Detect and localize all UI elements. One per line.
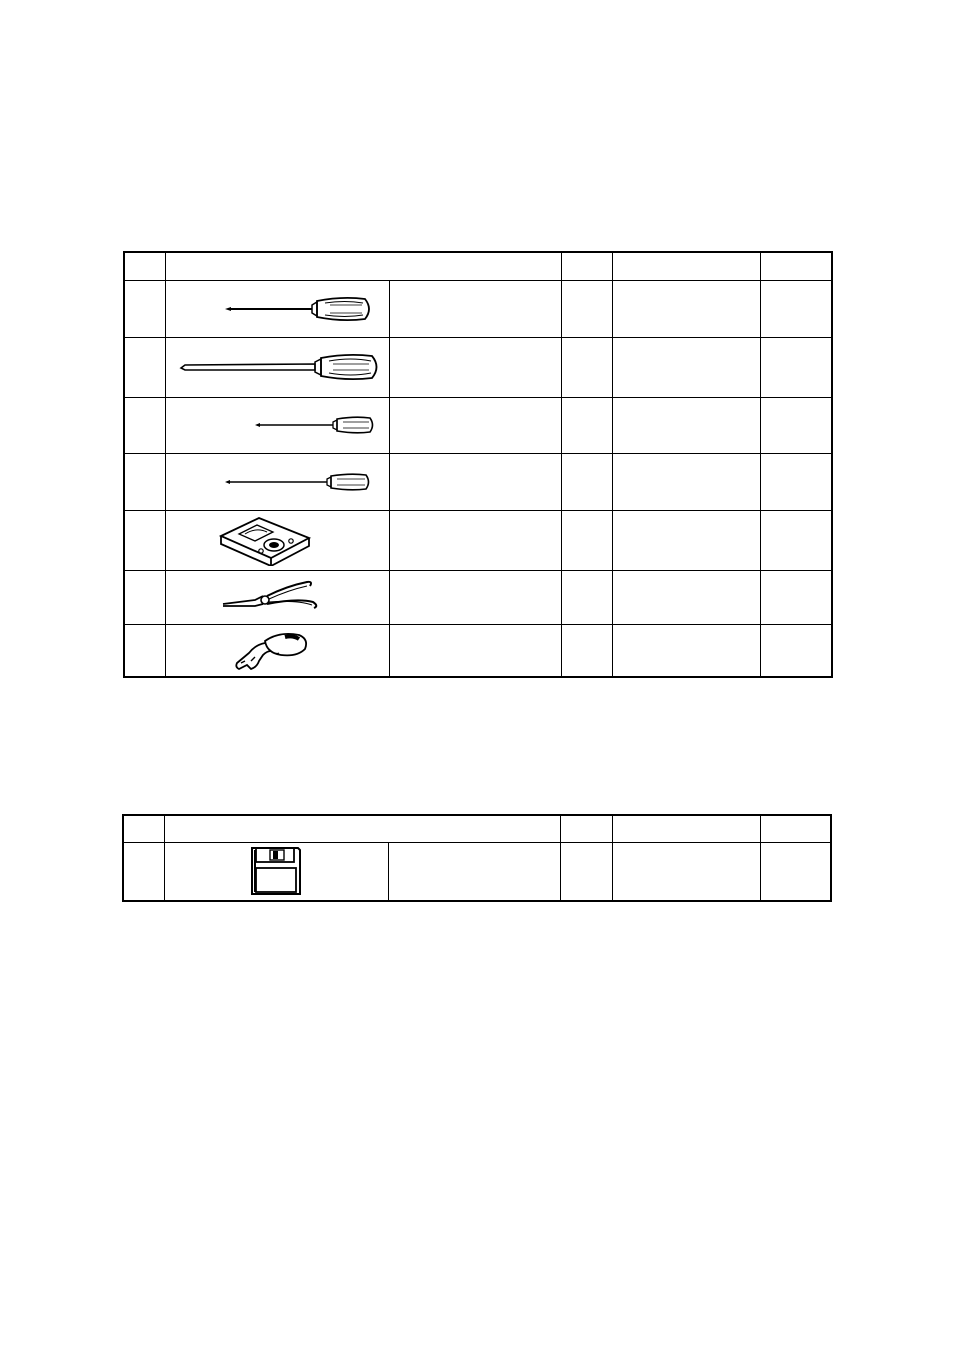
phillips-screwdriver-icon — [167, 289, 387, 329]
row-qty — [560, 842, 612, 901]
needle-nose-pliers-icon — [167, 574, 387, 620]
row-remarks — [760, 624, 832, 677]
table-row — [124, 570, 832, 624]
row-name — [389, 510, 561, 570]
table-header-row — [124, 252, 832, 280]
header-remarks — [760, 815, 831, 842]
row-no — [124, 570, 165, 624]
header-no — [124, 252, 165, 280]
multimeter-icon — [167, 514, 387, 566]
table-header-row — [123, 815, 831, 842]
row-name — [389, 624, 561, 677]
row-remarks — [760, 337, 832, 397]
table-row — [123, 842, 831, 901]
tool-illustration-cell — [164, 842, 388, 901]
row-part-code — [612, 842, 760, 901]
header-part-code — [612, 815, 760, 842]
tool-illustration-cell — [165, 337, 389, 397]
row-name — [389, 337, 561, 397]
header-name — [165, 252, 561, 280]
table-row — [124, 453, 832, 510]
row-remarks — [760, 842, 831, 901]
tool-illustration-cell — [165, 624, 389, 677]
table-row — [124, 280, 832, 337]
row-qty — [561, 570, 612, 624]
header-remarks — [760, 252, 832, 280]
long-flat-screwdriver-icon — [167, 347, 387, 387]
header-no — [123, 815, 164, 842]
header-qty — [560, 815, 612, 842]
table-row — [124, 397, 832, 453]
row-part-code — [612, 280, 760, 337]
row-no — [124, 453, 165, 510]
row-name — [389, 570, 561, 624]
row-part-code — [612, 570, 760, 624]
row-remarks — [760, 570, 832, 624]
row-no — [124, 397, 165, 453]
header-part-code — [612, 252, 760, 280]
tool-illustration-cell — [165, 570, 389, 624]
row-name — [388, 842, 560, 901]
row-qty — [561, 624, 612, 677]
row-part-code — [612, 624, 760, 677]
table-row — [124, 624, 832, 677]
row-no — [124, 510, 165, 570]
row-name — [389, 453, 561, 510]
tool-illustration-cell — [165, 453, 389, 510]
row-name — [389, 397, 561, 453]
row-part-code — [612, 453, 760, 510]
row-no — [123, 842, 164, 901]
row-qty — [561, 510, 612, 570]
software-tools-table — [122, 814, 832, 902]
row-part-code — [612, 337, 760, 397]
row-qty — [561, 453, 612, 510]
tool-illustration-cell — [165, 510, 389, 570]
row-part-code — [612, 397, 760, 453]
floppy-disk-icon — [166, 844, 386, 898]
row-remarks — [760, 280, 832, 337]
row-name — [389, 280, 561, 337]
row-part-code — [612, 510, 760, 570]
small-flat-screwdriver-icon — [167, 405, 387, 445]
row-qty — [561, 280, 612, 337]
row-remarks — [760, 453, 832, 510]
row-qty — [561, 397, 612, 453]
row-remarks — [760, 397, 832, 453]
precision-screwdriver-icon — [167, 462, 387, 502]
header-name — [164, 815, 560, 842]
tool-illustration-cell — [165, 397, 389, 453]
row-no — [124, 280, 165, 337]
table-row — [124, 510, 832, 570]
header-qty — [561, 252, 612, 280]
table-row — [124, 337, 832, 397]
row-qty — [561, 337, 612, 397]
tool-illustration-cell — [165, 280, 389, 337]
flashlight-icon — [167, 627, 387, 673]
row-no — [124, 624, 165, 677]
row-no — [124, 337, 165, 397]
service-tools-table — [123, 251, 833, 678]
row-remarks — [760, 510, 832, 570]
